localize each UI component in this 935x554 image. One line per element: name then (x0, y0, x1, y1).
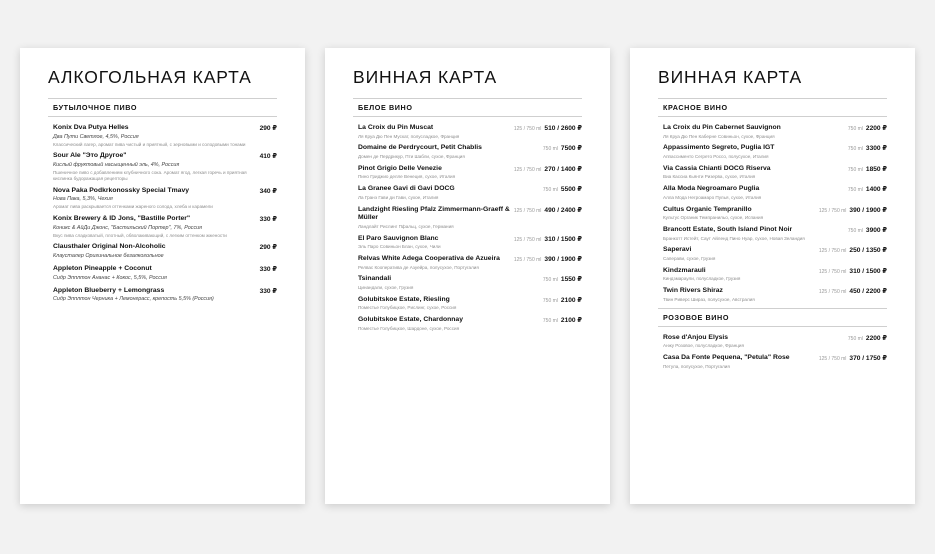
item-subtitle: Кислый фруктовый насыщенный эль, 4%, Россия (53, 161, 180, 168)
item-price: 310 / 1500 ₽ (544, 235, 582, 243)
item-description: Ла Гранэ Гави ди Гави, сухое, Италия (358, 194, 439, 200)
item-name: Nova Paka Podkrkonossky Special Tmavy (53, 186, 190, 194)
item-name: La Granee Gavi di Gavi DOCG (358, 185, 455, 193)
item-price: 250 / 1350 ₽ (849, 247, 887, 255)
menu-item (658, 185, 887, 200)
item-subtitle: Два Пути Светлое, 4,5%, Россия (53, 133, 139, 140)
menu-item (353, 124, 582, 139)
item-price: 510 / 2600 ₽ (544, 125, 582, 132)
item-subtitle: Нова Пака, 5,3%, Чехия (53, 196, 113, 203)
item-description: Пшеничное пиво с добавлением клубничного сока. Аромат ягод, легкая горечь и приятная кислинка будоражащая рецепторы (53, 169, 247, 181)
item-name: La Croix du Pin Cabernet Sauvignon (663, 124, 781, 131)
menu-item (48, 124, 277, 147)
item-description: Саперави, сухое, Грузия (663, 255, 716, 261)
item-volume: 750 ml (847, 166, 863, 173)
item-subtitle: Сидр Эпплтон Ананас + Кокос, 5,5%, Россия (53, 274, 167, 281)
item-volume: 125 / 750 ml (513, 207, 542, 214)
item-description: Классический лагер, аромат пива чистый и приятный, с зерновыми и солодовыми тонами (53, 141, 246, 147)
item-price: 1400 ₽ (865, 186, 887, 194)
item-name: Konix Brewery & ID Jons, "Bastille Porter" (53, 214, 191, 222)
item-name: Konix Dva Putya Helles (53, 124, 129, 131)
item-price: 2100 ₽ (560, 296, 582, 304)
item-price: 370 / 1750 ₽ (849, 354, 887, 362)
item-price: 2200 ₽ (865, 334, 887, 342)
menu-item (353, 235, 582, 250)
menu-item (658, 246, 887, 261)
menu-item (658, 144, 887, 159)
item-description: Аромат пива раскрывается оттенками жареного солода, хлеба и карамели (53, 204, 213, 210)
item-subtitle: Клаусталер Оригинальное безалкогольное (53, 252, 164, 259)
item-price: 1850 ₽ (865, 165, 887, 173)
item-volume: 125 / 750 ml (513, 166, 542, 173)
item-volume: 125 / 750 ml (513, 256, 542, 263)
item-name: Golubitskoe Estate, Chardonnay (358, 316, 463, 324)
menu-page-red-rose-wine (630, 48, 915, 504)
item-volume: 750 ml (542, 187, 558, 194)
item-description: Поместье Голубицкое, Шардоне, сухое, Россия (358, 325, 460, 331)
menu-item (48, 187, 277, 210)
item-description: Поместье Голубицкое, Рислинг, сухое, Россия (358, 305, 457, 311)
item-name: Relvas White Adega Cooperativa de Azueira (358, 254, 500, 262)
menu-item (48, 265, 277, 282)
item-name: Clausthaler Original Non-Alcoholic (53, 243, 166, 251)
item-name: Rose d'Anjou Elysis (663, 333, 729, 341)
item-price: 290 ₽ (259, 244, 277, 252)
item-volume: 125 / 750 ml (818, 207, 847, 214)
item-price: 290 ₽ (259, 125, 277, 132)
item-price: 390 / 1900 ₽ (544, 255, 582, 263)
page-title: ВИННАЯ КАРТА (658, 67, 803, 87)
item-price: 450 / 2200 ₽ (849, 288, 887, 296)
menu-item (353, 316, 582, 331)
item-description: Ля Круа Дю Пен Мускат, полусладкое, Франция (358, 133, 460, 139)
item-price: 330 ₽ (259, 215, 277, 223)
item-name: Cultus Organic Tempranillo (663, 205, 752, 213)
menu-item (353, 275, 582, 290)
item-name: Appleton Blueberry + Lemongrass (53, 286, 165, 294)
item-description: Релвас Кооператива де Азуейра, полусухое, Португалия (358, 264, 479, 270)
menu-item (658, 124, 887, 139)
item-name: La Croix du Pin Muscat (358, 124, 434, 131)
item-price: 310 / 1500 ₽ (849, 267, 887, 275)
item-name: Appleton Pineapple + Coconut (53, 264, 152, 272)
menu-item (48, 287, 277, 304)
item-price: 390 / 1900 ₽ (849, 206, 887, 214)
item-price: 2100 ₽ (560, 317, 582, 325)
item-description: Цинандали, сухое, Грузия (358, 284, 414, 290)
menu-item (658, 206, 887, 221)
section-heading-rose-wine: РОЗОВОЕ ВИНО (658, 308, 887, 327)
item-volume: 750 ml (542, 146, 558, 153)
menu-item (353, 165, 582, 180)
item-name: Saperavi (663, 246, 692, 254)
item-name: Landzight Riesling Pfalz Zimmermann-Graeff & Müller (358, 205, 510, 222)
menu-item (353, 206, 582, 230)
item-price: 410 ₽ (259, 153, 277, 161)
item-name: Sour Ale "Это Другое" (53, 152, 127, 160)
menu-item (353, 185, 582, 200)
menu-item (48, 152, 277, 181)
item-subtitle: Коникс & АйДи Джонс, "Бастильский Портер", 7%, Россия (53, 224, 203, 231)
menu-item (658, 226, 887, 241)
menu-item (658, 287, 887, 302)
item-price: 7500 ₽ (560, 145, 582, 153)
page-title: АЛКОГОЛЬНАЯ КАРТА (48, 67, 252, 87)
item-description: Анжу Розовое, полусладкое, Франция (663, 343, 744, 349)
item-volume: 125 / 750 ml (513, 126, 542, 132)
section-heading-bottled-beer: БУТЫЛОЧНОЕ ПИВО (48, 98, 277, 117)
item-description: Виа Кассиа Кьянти Ризерва, сухое, Италия (663, 174, 756, 180)
item-name: Alla Moda Negroamaro Puglia (663, 185, 760, 193)
item-description: Аппассименто Сегрето Россо, полусухое, Италия (663, 153, 769, 159)
menu-item (353, 296, 582, 311)
item-name: Twin Rivers Shiraz (663, 287, 723, 295)
item-description: Домен де Пердрикур, Пти Шабли, сухое, Франция (358, 153, 465, 159)
item-volume: 125 / 750 ml (513, 236, 542, 243)
menu-item (658, 267, 887, 282)
menu-page-alcohol (20, 48, 305, 504)
item-price: 270 / 1400 ₽ (544, 165, 582, 173)
menu-item (48, 243, 277, 260)
menu-item (658, 165, 887, 180)
item-name: Appassimento Segreto, Puglia IGT (663, 144, 775, 152)
item-name: Brancott Estate, South Island Pinot Noir (663, 225, 793, 233)
menu-page-white-wine (325, 48, 610, 504)
item-name: Domaine de Perdrycourt, Petit Chablis (358, 144, 482, 152)
menu-item (353, 255, 582, 270)
item-description: Ля Круа Дю Пен Каберне Совиньон, сухое, Франция (663, 133, 775, 139)
item-price: 1550 ₽ (560, 276, 582, 284)
item-volume: 125 / 750 ml (818, 355, 847, 362)
item-volume: 750 ml (542, 297, 558, 304)
menu-item (48, 215, 277, 238)
item-name: El Paro Sauvignon Blanc (358, 234, 439, 242)
item-volume: 750 ml (542, 277, 558, 284)
item-name: Pinot Grigio Delle Venezie (358, 164, 442, 172)
item-description: Пино Гриджио делле Венеция, сухое, Италия (358, 174, 456, 180)
item-price: 3300 ₽ (865, 145, 887, 153)
item-description: Ландлайт Рислинг Пфальц, сухое, Германия (358, 223, 454, 229)
item-description: Вкус пива сладковатый, плотный, обволакивающий, с легким оттенком жжености (53, 232, 227, 238)
item-price: 330 ₽ (259, 287, 277, 295)
item-price: 490 / 2400 ₽ (544, 206, 582, 214)
item-name: Golubitskoe Estate, Riesling (358, 295, 450, 303)
item-price: 330 ₽ (259, 265, 277, 273)
item-price: 5500 ₽ (560, 186, 582, 194)
item-volume: 750 ml (847, 335, 863, 342)
item-volume: 125 / 750 ml (818, 248, 847, 255)
item-name: Via Cassia Chianti DOCG Riserva (663, 164, 771, 172)
page-title: ВИННАЯ КАРТА (353, 67, 498, 87)
item-volume: 750 ml (847, 146, 863, 153)
item-volume: 125 / 750 ml (818, 289, 847, 296)
menu-item (658, 334, 887, 349)
item-name: Casa Da Fonte Pequena, "Petula" Rose (663, 353, 790, 361)
item-price: 2200 ₽ (865, 125, 887, 132)
item-subtitle: Сидр Эпплтон Черника + Лемонграсс, крепость 5,5% (Россия) (53, 296, 214, 303)
item-description: Петула, полусухое, Португалия (663, 363, 730, 369)
item-volume: 750 ml (542, 318, 558, 325)
item-description: Культус Органик Темпранильо, сухое, Испания (663, 215, 764, 221)
item-volume: 750 ml (847, 126, 863, 132)
item-price: 3900 ₽ (865, 226, 887, 234)
item-volume: 750 ml (847, 187, 863, 194)
section-heading-white-wine: БЕЛОЕ ВИНО (353, 98, 582, 117)
menu-item (353, 144, 582, 159)
item-price: 340 ₽ (259, 187, 277, 195)
item-description: Эль Паро Совиньон Блан, сухое, Чили (358, 244, 441, 250)
item-name: Tsinandali (358, 275, 392, 283)
item-name: Kindzmarauli (663, 266, 706, 274)
section-heading-red-wine: КРАСНОЕ ВИНО (658, 98, 887, 117)
item-description: Бранкотт Истейт, Саут Айленд Пино Нуар, сухое, Новая Зеландия (663, 235, 805, 241)
item-description: Твин Риверс Шираз, полусухое, Австралия (663, 296, 755, 302)
item-volume: 750 ml (847, 227, 863, 234)
menu-item (658, 354, 887, 369)
item-description: Киндзмараули, полусладкое, Грузия (663, 276, 741, 282)
item-description: Алла Мода Негроамаро Пулья, сухое, Италия (663, 194, 762, 200)
item-volume: 125 / 750 ml (818, 268, 847, 275)
